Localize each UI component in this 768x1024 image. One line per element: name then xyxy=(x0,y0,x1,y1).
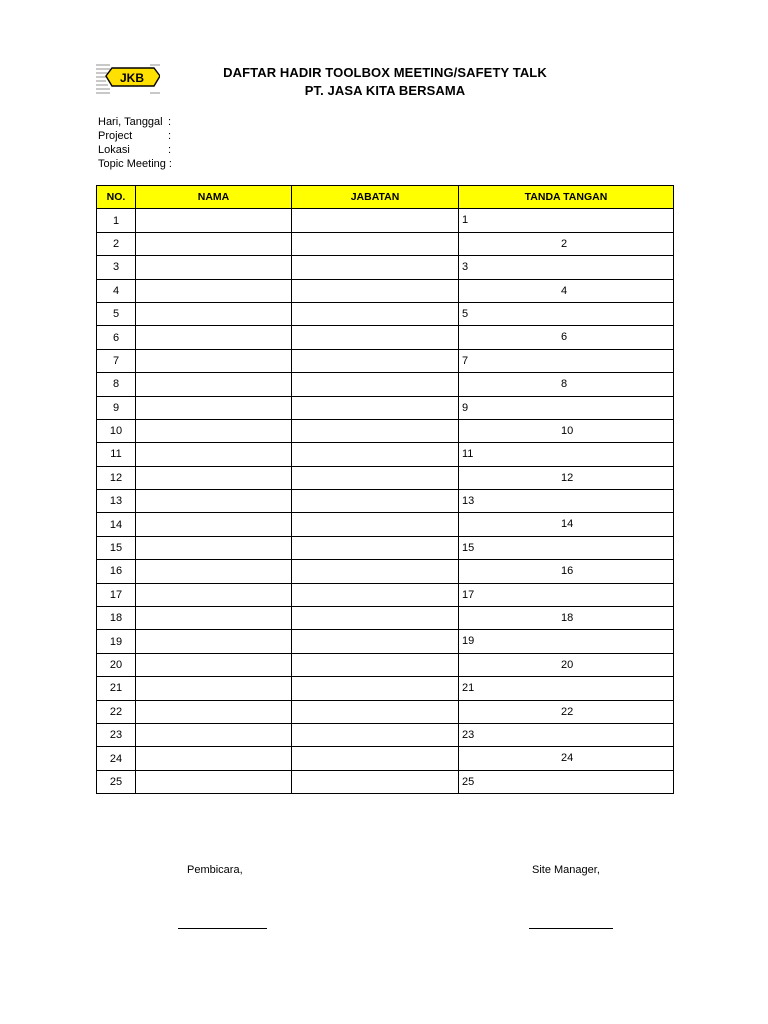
nama-cell[interactable] xyxy=(136,232,292,255)
signature-cell[interactable] xyxy=(459,419,674,442)
signature-number: 9 xyxy=(462,401,469,414)
table-row xyxy=(97,630,674,653)
nama-cell[interactable] xyxy=(136,607,292,630)
jabatan-cell[interactable] xyxy=(292,279,459,302)
nama-cell[interactable] xyxy=(136,723,292,746)
signature-number: 7 xyxy=(462,354,469,367)
nama-cell[interactable] xyxy=(136,396,292,419)
nama-cell[interactable] xyxy=(136,302,292,325)
jabatan-cell[interactable] xyxy=(292,630,459,653)
signature-cell[interactable] xyxy=(459,513,674,536)
signature-number: 3 xyxy=(462,261,469,274)
signature-number: 25 xyxy=(462,775,475,788)
column-header-nama: NAMA xyxy=(136,186,292,209)
signature-cell[interactable] xyxy=(459,677,674,700)
table-row xyxy=(97,677,674,700)
signature-number: 10 xyxy=(561,424,574,437)
row-number: 18 xyxy=(97,607,136,630)
table-body xyxy=(97,209,674,794)
table-row xyxy=(97,466,674,489)
jabatan-cell[interactable] xyxy=(292,770,459,793)
row-number: 17 xyxy=(97,583,136,606)
jabatan-cell[interactable] xyxy=(292,607,459,630)
jabatan-cell[interactable] xyxy=(292,396,459,419)
row-number: 8 xyxy=(97,373,136,396)
logo-text: JKB xyxy=(119,71,145,85)
signature-cell[interactable] xyxy=(459,349,674,372)
nama-cell[interactable] xyxy=(136,536,292,559)
jabatan-cell[interactable] xyxy=(292,677,459,700)
nama-cell[interactable] xyxy=(136,653,292,676)
jabatan-cell[interactable] xyxy=(292,232,459,255)
signature-cell[interactable] xyxy=(459,700,674,723)
signature-number: 15 xyxy=(462,541,475,554)
row-number: 2 xyxy=(97,232,136,255)
signature-cell[interactable] xyxy=(459,326,674,349)
signature-number: 13 xyxy=(462,495,475,508)
info-label: Hari, Tanggal xyxy=(98,116,163,128)
row-number: 19 xyxy=(97,630,136,653)
signature-cell[interactable] xyxy=(459,279,674,302)
jabatan-cell[interactable] xyxy=(292,209,459,232)
nama-cell[interactable] xyxy=(136,513,292,536)
jabatan-cell[interactable] xyxy=(292,302,459,325)
row-number: 14 xyxy=(97,513,136,536)
jabatan-cell[interactable] xyxy=(292,326,459,349)
row-number: 11 xyxy=(97,443,136,466)
signature-cell[interactable] xyxy=(459,560,674,583)
nama-cell[interactable] xyxy=(136,256,292,279)
nama-cell[interactable] xyxy=(136,490,292,513)
jabatan-cell[interactable] xyxy=(292,723,459,746)
table-row xyxy=(97,747,674,770)
table-row xyxy=(97,443,674,466)
jabatan-cell[interactable] xyxy=(292,419,459,442)
table-row xyxy=(97,513,674,536)
jabatan-cell[interactable] xyxy=(292,373,459,396)
info-colon: : xyxy=(168,116,172,128)
info-label: Lokasi xyxy=(98,144,130,156)
row-number: 10 xyxy=(97,419,136,442)
jabatan-cell[interactable] xyxy=(292,256,459,279)
table-row xyxy=(97,349,674,372)
signature-cell[interactable] xyxy=(459,373,674,396)
row-number: 25 xyxy=(97,770,136,793)
jabatan-cell[interactable] xyxy=(292,466,459,489)
row-number: 6 xyxy=(97,326,136,349)
table-row xyxy=(97,209,674,232)
signature-cell[interactable] xyxy=(459,443,674,466)
table-row xyxy=(97,326,674,349)
signature-number: 20 xyxy=(561,658,574,671)
info-label: Topic Meeting : xyxy=(98,158,172,170)
signature-number: 14 xyxy=(561,518,574,531)
nama-cell[interactable] xyxy=(136,747,292,770)
nama-cell[interactable] xyxy=(136,419,292,442)
table-header-row xyxy=(97,186,674,209)
nama-cell[interactable] xyxy=(136,326,292,349)
signature-cell[interactable] xyxy=(459,466,674,489)
nama-cell[interactable] xyxy=(136,466,292,489)
nama-cell[interactable] xyxy=(136,583,292,606)
row-number: 22 xyxy=(97,700,136,723)
row-number: 21 xyxy=(97,677,136,700)
column-header-no: NO. xyxy=(97,186,136,209)
row-number: 15 xyxy=(97,536,136,559)
table-row xyxy=(97,396,674,419)
nama-cell[interactable] xyxy=(136,373,292,396)
document-title: DAFTAR HADIR TOOLBOX MEETING/SAFETY TALK xyxy=(223,65,547,80)
row-number: 16 xyxy=(97,560,136,583)
row-number: 12 xyxy=(97,466,136,489)
signature-cell[interactable] xyxy=(459,396,674,419)
signature-cell[interactable] xyxy=(459,583,674,606)
table-row xyxy=(97,700,674,723)
nama-cell[interactable] xyxy=(136,560,292,583)
row-number: 9 xyxy=(97,396,136,419)
info-colon: : xyxy=(168,144,172,156)
jabatan-cell[interactable] xyxy=(292,653,459,676)
nama-cell[interactable] xyxy=(136,443,292,466)
attendance-table xyxy=(96,185,674,794)
signature-number: 1 xyxy=(462,214,469,227)
site-manager-signature-line xyxy=(529,928,613,929)
row-number: 4 xyxy=(97,279,136,302)
row-number: 5 xyxy=(97,302,136,325)
info-colon: : xyxy=(168,130,172,142)
nama-cell[interactable] xyxy=(136,700,292,723)
jabatan-cell[interactable] xyxy=(292,583,459,606)
jabatan-cell[interactable] xyxy=(292,700,459,723)
signature-cell[interactable] xyxy=(459,747,674,770)
table-row xyxy=(97,232,674,255)
nama-cell[interactable] xyxy=(136,349,292,372)
signature-cell[interactable] xyxy=(459,607,674,630)
table-row xyxy=(97,302,674,325)
signature-number: 18 xyxy=(561,612,574,625)
signature-cell[interactable] xyxy=(459,770,674,793)
row-number: 3 xyxy=(97,256,136,279)
signature-number: 24 xyxy=(561,752,574,765)
signature-cell[interactable] xyxy=(459,490,674,513)
row-number: 13 xyxy=(97,490,136,513)
info-label: Project xyxy=(98,130,133,142)
nama-cell[interactable] xyxy=(136,630,292,653)
signature-number: 19 xyxy=(462,635,475,648)
signature-number: 12 xyxy=(561,471,574,484)
table-row xyxy=(97,770,674,793)
row-number: 7 xyxy=(97,349,136,372)
signature-cell[interactable] xyxy=(459,256,674,279)
nama-cell[interactable] xyxy=(136,677,292,700)
signature-number: 6 xyxy=(561,331,568,344)
signature-number: 8 xyxy=(561,378,568,391)
signature-number: 2 xyxy=(561,237,568,250)
speaker-signature-line xyxy=(178,928,267,929)
signature-number: 11 xyxy=(462,448,474,461)
signature-cell[interactable] xyxy=(459,536,674,559)
table-row xyxy=(97,419,674,442)
jabatan-cell[interactable] xyxy=(292,443,459,466)
signature-cell[interactable] xyxy=(459,209,674,232)
signature-number: 5 xyxy=(462,307,469,320)
signature-number: 17 xyxy=(462,588,475,601)
table-row xyxy=(97,607,674,630)
signature-number: 4 xyxy=(561,284,568,297)
signature-number: 21 xyxy=(462,682,475,695)
table-row xyxy=(97,373,674,396)
column-header-jabatan: JABATAN xyxy=(292,186,459,209)
signature-cell[interactable] xyxy=(459,653,674,676)
row-number: 24 xyxy=(97,747,136,770)
jabatan-cell[interactable] xyxy=(292,536,459,559)
table-row xyxy=(97,256,674,279)
table-row xyxy=(97,490,674,513)
company-logo xyxy=(96,62,160,96)
nama-cell[interactable] xyxy=(136,770,292,793)
signature-cell[interactable] xyxy=(459,630,674,653)
table-row xyxy=(97,536,674,559)
jabatan-cell[interactable] xyxy=(292,747,459,770)
jabatan-cell[interactable] xyxy=(292,513,459,536)
table-row xyxy=(97,723,674,746)
table-row xyxy=(97,560,674,583)
jabatan-cell[interactable] xyxy=(292,349,459,372)
company-name: PT. JASA KITA BERSAMA xyxy=(304,83,466,98)
table-row xyxy=(97,279,674,302)
table-row xyxy=(97,583,674,606)
signature-cell[interactable] xyxy=(459,723,674,746)
nama-cell[interactable] xyxy=(136,279,292,302)
signature-number: 23 xyxy=(462,728,475,741)
site-manager-label: Site Manager, xyxy=(532,864,600,876)
signature-number: 22 xyxy=(561,705,574,718)
row-number: 1 xyxy=(97,209,136,232)
column-header-tanda-tangan: TANDA TANGAN xyxy=(459,186,674,209)
signature-cell[interactable] xyxy=(459,302,674,325)
speaker-label: Pembicara, xyxy=(187,864,243,876)
row-number: 23 xyxy=(97,723,136,746)
signature-number: 16 xyxy=(561,565,574,578)
nama-cell[interactable] xyxy=(136,209,292,232)
jabatan-cell[interactable] xyxy=(292,560,459,583)
table-row xyxy=(97,653,674,676)
jabatan-cell[interactable] xyxy=(292,490,459,513)
signature-cell[interactable] xyxy=(459,232,674,255)
row-number: 20 xyxy=(97,653,136,676)
